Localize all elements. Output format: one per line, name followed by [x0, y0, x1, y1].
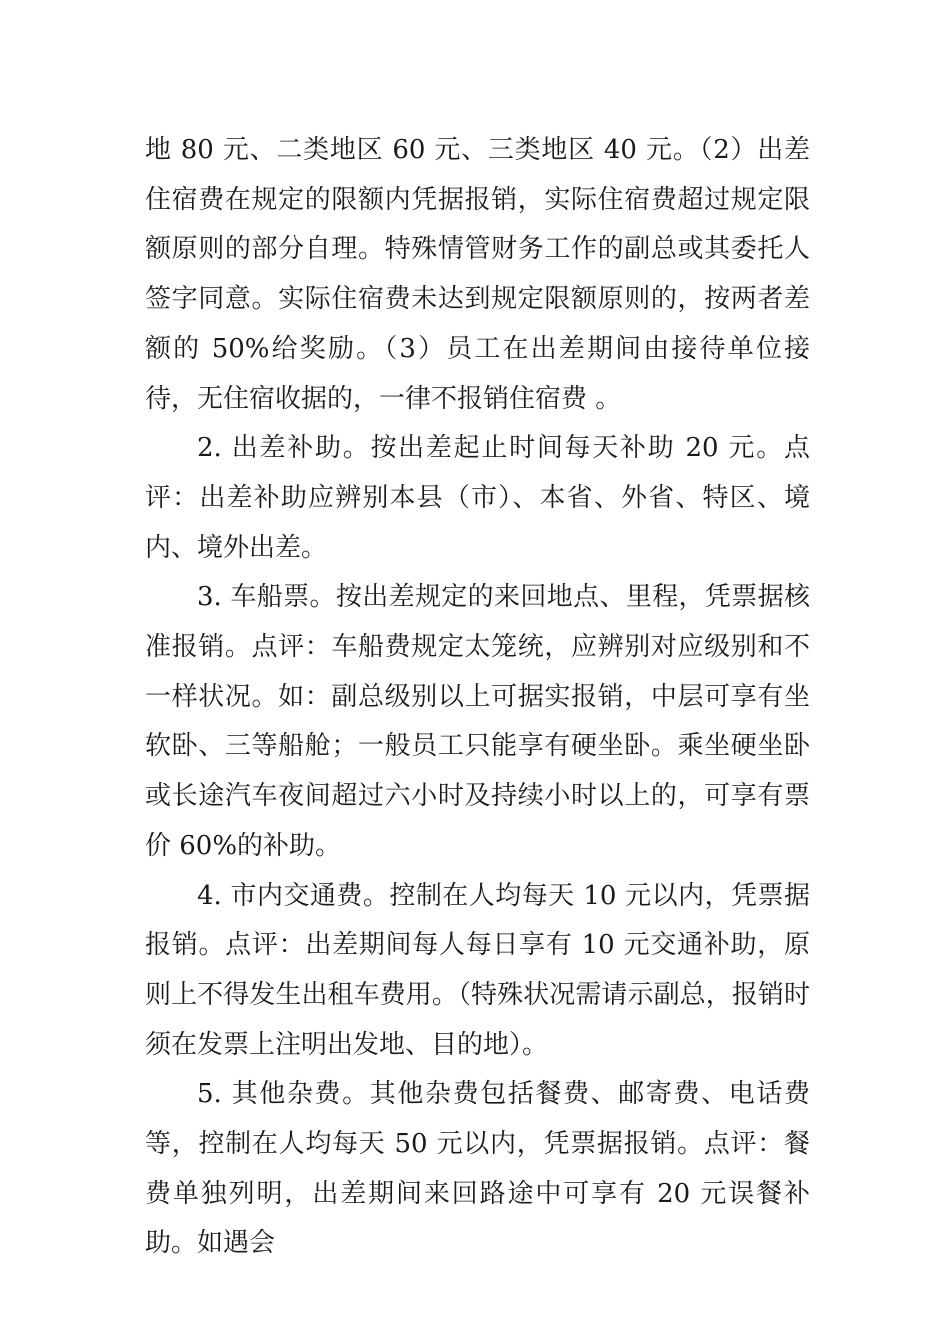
- paragraph-lodging-continuation: 地 80 元、二类地区 60 元、三类地区 40 元。（2）出差住宿费在规定的限额内凭据报销，实际住宿费超过规定限额原则的部分自理。特殊情管财务工作的副总或其委托人签字同意。实际住宿费未达到规定限额原则的，按两者差额的 50%给奖励。（3）员工在出差期间由接待单位接待，无住宿收据的，一律不报销住宿费 。: [145, 135, 810, 414]
- document-body: [145, 126, 810, 1269]
- paragraph-misc-expenses: 5. 其他杂费。其他杂费包括餐费、邮寄费、电话费等，控制在人均每天 50 元以内，凭票据报销。点评：餐费单独列明，出差期间来回路途中可享有 20 元误餐补助。如遇会: [145, 1079, 810, 1259]
- paragraph-city-transport: 4. 市内交通费。控制在人均每天 10 元以内，凭票据报销。点评：出差期间每人每日享有 10 元交通补助，原则上不得发生出租车费用。（特殊状况需请示副总，报销时须在发票上注明出发地、目的地）。: [145, 880, 810, 1060]
- paragraph-travel-allowance: 2. 出差补助。按出差起止时间每天补助 20 元。点评：出差补助应辨别本县（市）、本省、外省、特区、境内、境外出差。: [145, 433, 810, 563]
- paragraph-transport-tickets: 3. 车船票。按出差规定的来回地点、里程，凭票据核准报销。点评：车船费规定太笼统，应辨别对应级别和不一样状况。如：副总级别以上可据实报销，中层可享有坐软卧、三等船舱；一般员工只能享有硬坐卧。乘坐硬坐卧或长途汽车夜间超过六小时及持续小时以上的，可享有票价 60%的补助。: [145, 582, 810, 861]
